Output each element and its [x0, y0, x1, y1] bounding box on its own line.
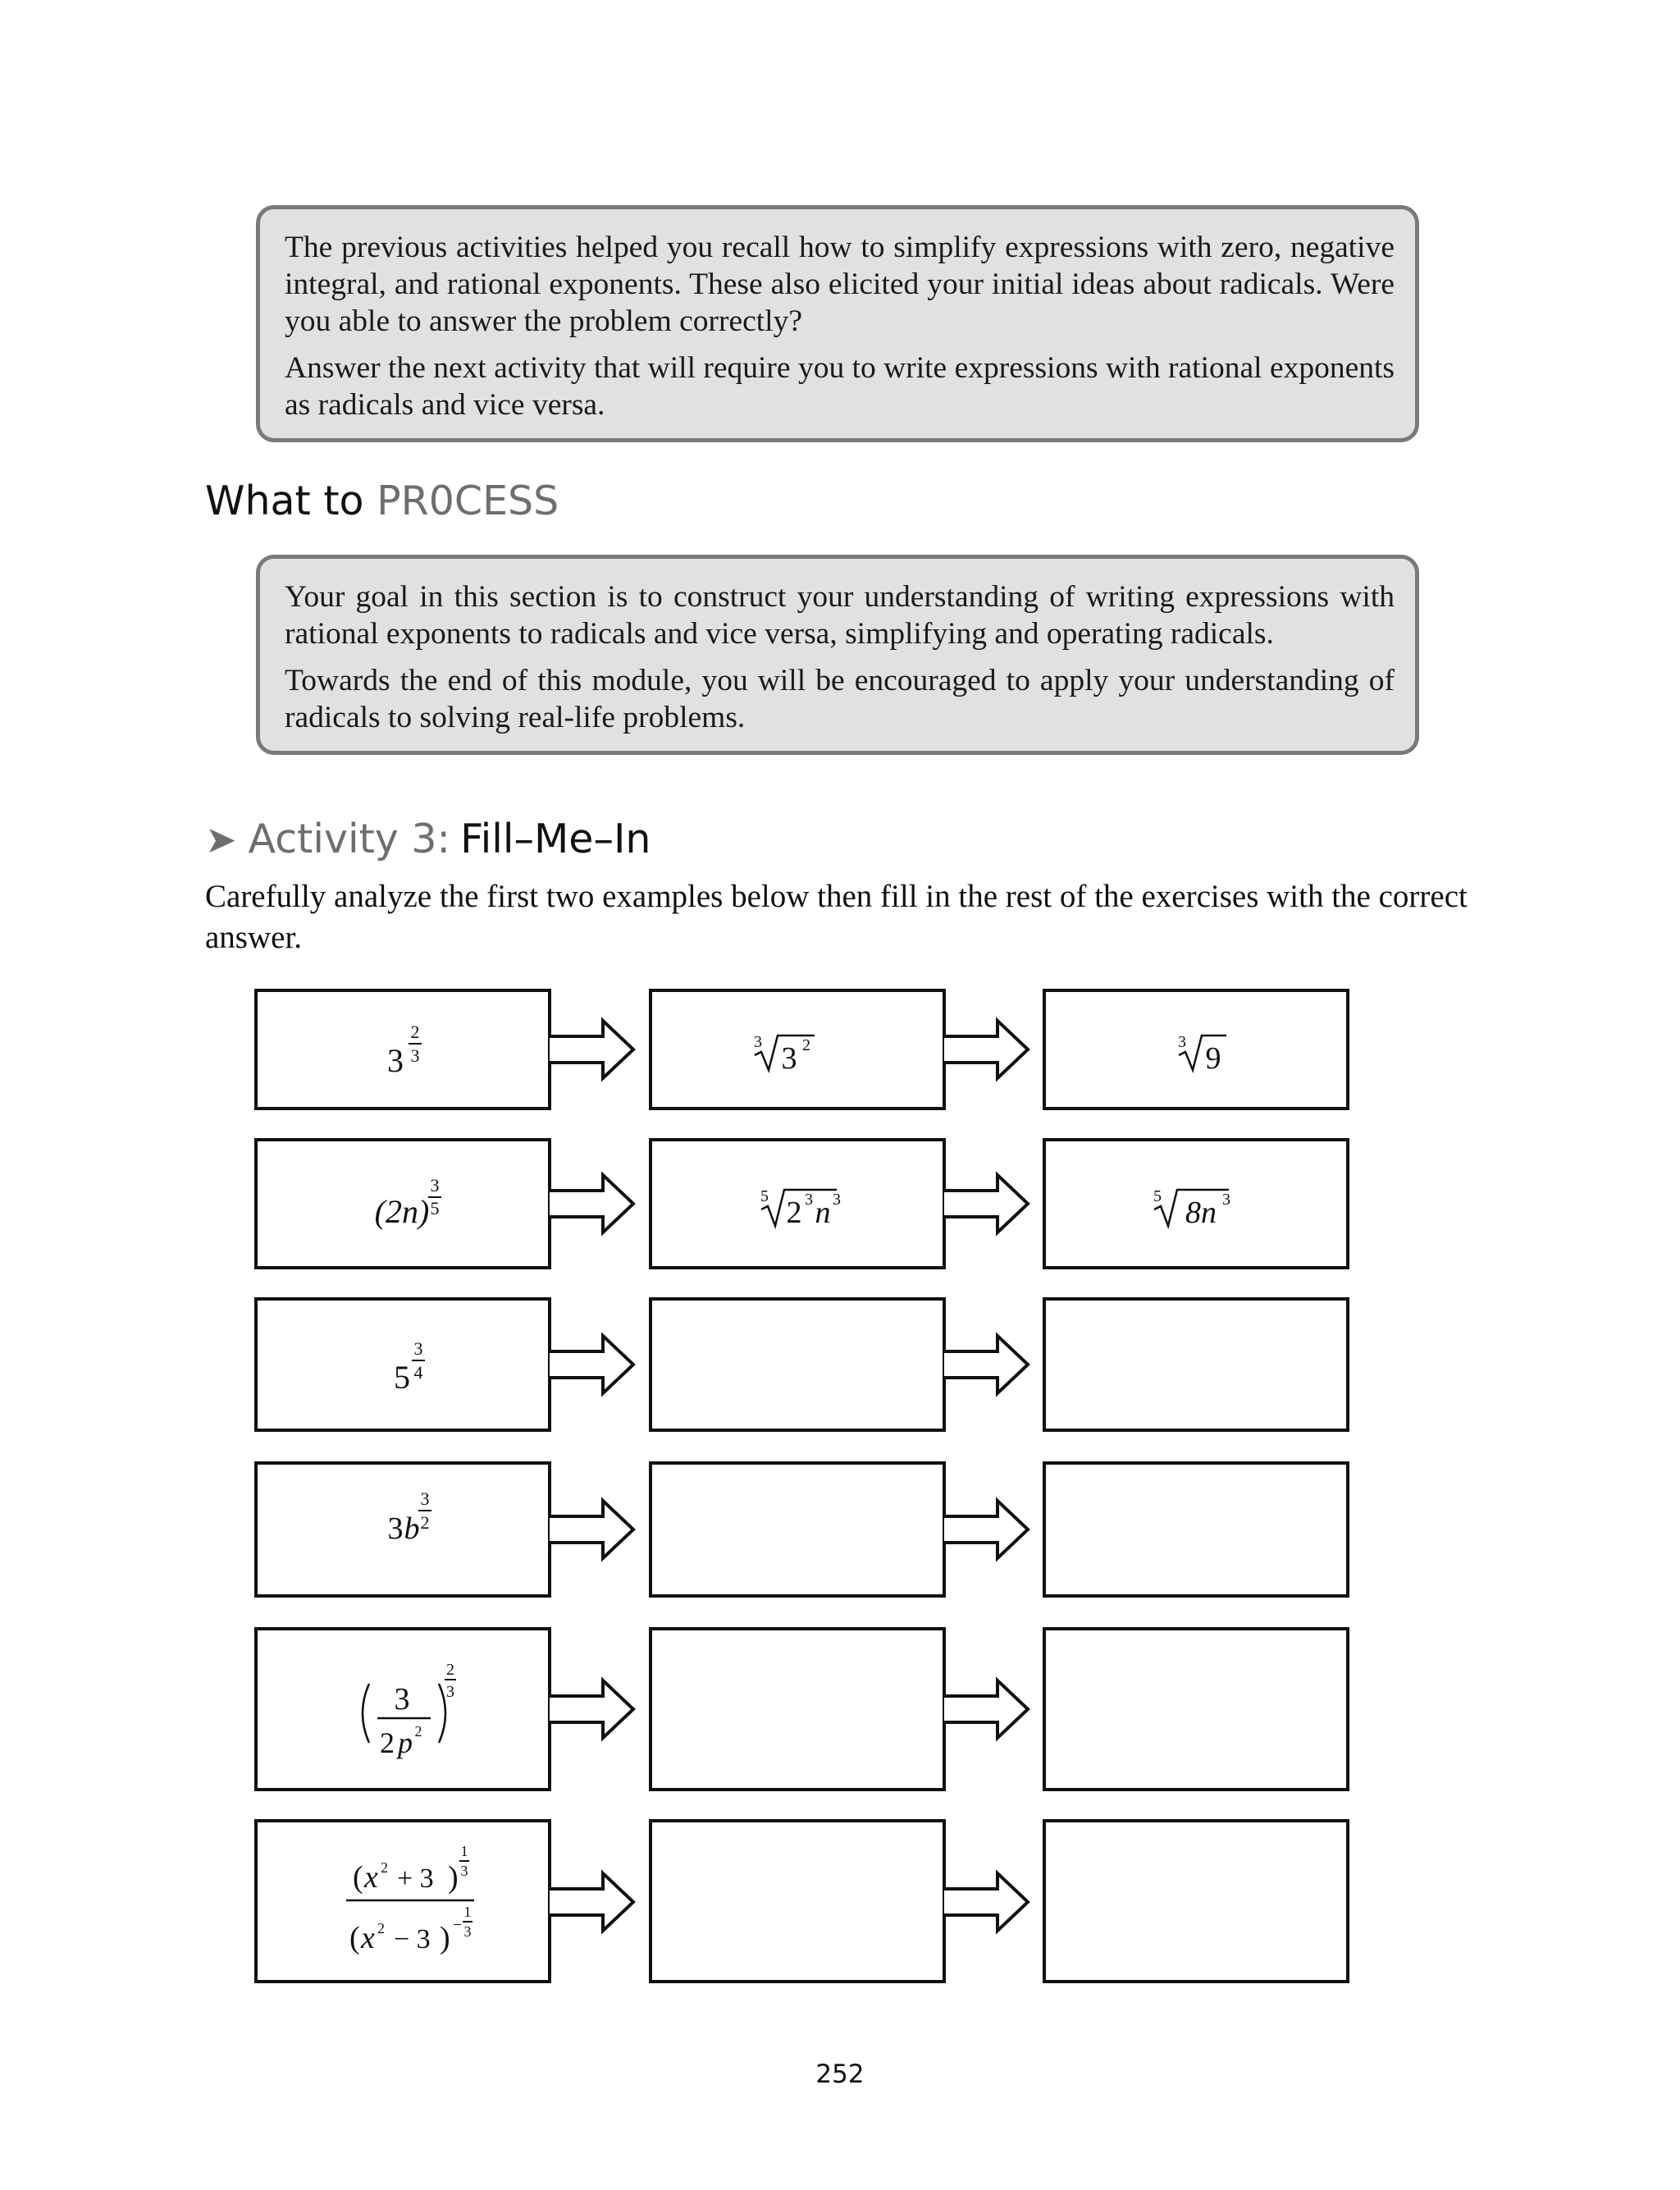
arrow-icon [550, 1463, 633, 1596]
numerator-operation: + 3 [397, 1863, 434, 1894]
activity-instructions: Carefully analyze the first two examples below then fill in the rest of the exercises with the correct answer. [205, 879, 1468, 955]
answer-simplified-box-6[interactable] [1044, 1821, 1348, 1982]
arrow-icon [550, 1299, 633, 1430]
radicand-exponent: 2 [802, 1036, 810, 1054]
simplified-box-1 [1044, 990, 1348, 1109]
section-title-prefix: What to [205, 478, 364, 524]
page-number: 252 [815, 2060, 865, 2089]
fraction-numerator: 3 [394, 1682, 410, 1717]
exercise-row-3 [256, 1299, 1348, 1430]
radicand: 3 [781, 1041, 797, 1076]
exp-numerator: 3 [420, 1488, 430, 1509]
denominator-exponent: 2 [414, 1723, 422, 1740]
answer-simplified-box-3[interactable] [1044, 1299, 1348, 1430]
denominator-variable: x [361, 1921, 375, 1955]
goal-paragraph-1: Your goal in this section is to construct your understanding of writing expressions with rational exponents to radicals and vice versa, simplifying and operating radicals. [285, 580, 1395, 651]
radicand-b-exponent: 3 [833, 1191, 841, 1209]
radicand-b: n [815, 1196, 831, 1230]
arrow-icon [550, 1629, 633, 1790]
exercise-row-5 [256, 1629, 1348, 1790]
arrow-icon [944, 1821, 1028, 1982]
radical-index: 5 [1153, 1187, 1162, 1205]
radical-index: 3 [1178, 1033, 1186, 1051]
exp-numerator: 3 [413, 1338, 423, 1359]
exp-numerator: 1 [463, 1904, 472, 1920]
numerator-power: 2 [381, 1859, 388, 1876]
denominator-variable: p [398, 1726, 413, 1759]
radical-index: 3 [754, 1033, 762, 1051]
given-base: 3 [387, 1042, 404, 1079]
radical-index: 5 [760, 1187, 769, 1205]
arrow-icon [944, 1463, 1028, 1596]
exercise-row-1 [256, 990, 1348, 1109]
arrow-bullet-icon: ➤ [205, 816, 237, 862]
close-paren: ) [448, 1860, 459, 1895]
denominator-operation: − 3 [394, 1924, 431, 1955]
exp-denominator: 3 [446, 1683, 454, 1701]
exp-sign: − [453, 1916, 463, 1934]
intro-paragraph-2: Answer the next activity that will require you to write expressions with rational exponents as radicals and vice versa. [285, 351, 1395, 422]
exercise-row-2 [256, 1140, 1348, 1268]
exp-numerator: 3 [430, 1175, 440, 1196]
exp-numerator: 2 [446, 1661, 454, 1679]
goal-paragraph-2: Towards the end of this module, you will be encouraged to apply your understanding of radicals to solving real-life problems. [285, 664, 1395, 734]
exp-denominator: 3 [460, 1863, 468, 1879]
arrow-icon [550, 1821, 633, 1982]
open-paren: ( [353, 1860, 363, 1895]
arrow-icon [550, 990, 633, 1109]
numerator-variable: x [364, 1860, 378, 1895]
radicand-a: 2 [786, 1196, 802, 1230]
exp-denominator: 2 [420, 1512, 430, 1533]
answer-simplified-box-4[interactable] [1044, 1463, 1348, 1596]
radicand: 9 [1205, 1041, 1221, 1076]
section-title-accent: PR0CESS [377, 478, 559, 524]
denominator-coefficient: 2 [380, 1726, 395, 1759]
radicand-exponent: 3 [1222, 1191, 1230, 1209]
given-base: b [404, 1511, 420, 1546]
intro-paragraph-1: The previous activities helped you recall how to simplify expressions with zero, negative integral, and rational exponents. These also elicited your initial ideas about radicals. Were you able to answer the problem correctly? [285, 231, 1395, 338]
exp-denominator: 5 [430, 1198, 440, 1218]
radical-box-1 [651, 990, 944, 1109]
exercise-row-6 [256, 1821, 1348, 1982]
radicand: 8n [1185, 1196, 1217, 1230]
arrow-icon [944, 1299, 1028, 1430]
answer-radical-box-6[interactable] [651, 1821, 944, 1982]
exp-denominator: 3 [410, 1045, 420, 1066]
activity-name: Fill–Me–In [460, 816, 651, 862]
exercise-row-4 [256, 1463, 1348, 1596]
answer-radical-box-3[interactable] [651, 1299, 944, 1430]
close-paren: ) [440, 1921, 450, 1955]
arrow-icon [550, 1140, 633, 1268]
activity-label: Activity 3: [248, 816, 451, 862]
answer-radical-box-4[interactable] [651, 1463, 944, 1596]
arrow-icon [944, 1140, 1028, 1268]
exp-denominator: 3 [463, 1923, 472, 1940]
radicand-a-exponent: 3 [805, 1191, 813, 1209]
exp-numerator: 2 [410, 1022, 420, 1042]
denominator-power: 2 [377, 1920, 385, 1936]
given-base: (2n) [374, 1193, 430, 1230]
answer-simplified-box-5[interactable] [1044, 1629, 1348, 1790]
answer-radical-box-5[interactable] [651, 1629, 944, 1790]
exp-denominator: 4 [413, 1362, 423, 1383]
exp-numerator: 1 [460, 1843, 468, 1859]
open-paren: ( [349, 1921, 360, 1955]
given-coefficient: 3 [387, 1511, 404, 1546]
arrow-icon [944, 990, 1028, 1109]
arrow-icon [944, 1629, 1028, 1790]
given-base: 5 [394, 1359, 410, 1396]
